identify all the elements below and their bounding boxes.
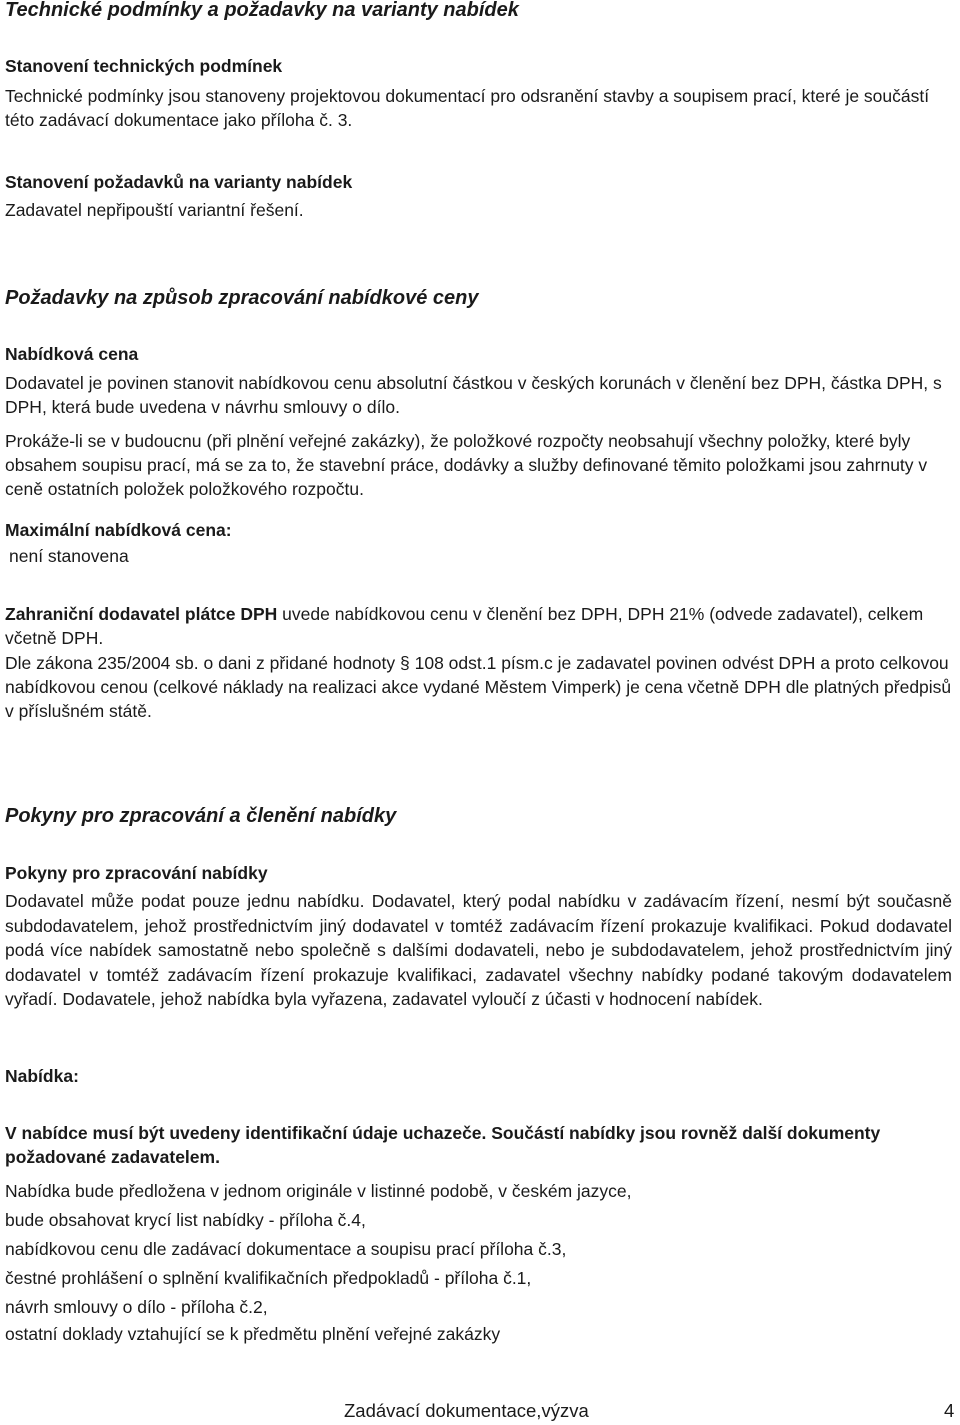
text-processing-instructions: Dodavatel může podat pouze jednu nabídku. Dodavatel, který podal nabídku v zadávacím řízení, nesmí být současně subdodavatelem, jehož prostřednictvím jiný dodavatel v tomtéž zadávacím řízení prokazuje kvalifikaci. Pokud dodavatel podá více nabídek samostatně nebo společně s dalšími dodavateli, nebo je subdodavatelem, jehož prostřednictvím jiný dodavatel v tomtéž zadávacím řízení prokazuje kvalifikaci, zadavatel všechny nabídky podané takovým dodavatelem vyřadí. Dodavatele, jehož nabídka byla vyřazena, zadavatel vyloučí z účasti v hodnocení nabídek. [5, 891, 952, 1009]
offer-list-item: čestné prohlášení o splnění kvalifikačních předpokladů - příloha č.1, [5, 1268, 532, 1288]
offer-list-item: návrh smlouvy o dílo - příloha č.2, [5, 1297, 268, 1317]
section-title-technical: Technické podmínky a požadavky na varianty nabídek [5, 0, 519, 21]
foreign-supplier-bold: Zahraniční dodavatel plátce DPH [5, 604, 278, 624]
heading-offer-price: Nabídková cena [5, 344, 139, 364]
section-title-instructions: Pokyny pro zpracování a členění nabídky [5, 805, 397, 827]
foreign-supplier-rest: uvede nabídkovou cenu v členění bez DPH, DPH 21% (odvede zadavatel), celkem včetně DPH. [5, 604, 924, 648]
text-foreign-supplier [5, 602, 952, 650]
offer-list-item: Nabídka bude předložena v jednom originále v listinné podobě, v českém jazyce, [5, 1181, 632, 1201]
heading-technical-conditions: Stanovení technických podmínek [5, 56, 283, 76]
text-technical-conditions: Technické podmínky jsou stanoveny projektovou dokumentací pro odsranění stavby a soupisem prací, které je součástí této zadávací dokumentace jako příloha č. 3. [5, 86, 930, 130]
text-vat-law: Dle zákona 235/2004 sb. o dani z přidané hodnoty § 108 odst.1 písm.c je zadavatel povinen odvést DPH a proto celkovou nabídkovou cenou (celkové náklady na realizaci akce vydané Městem Vimperk) je cena včetně DPH dle platných předpisů v příslušném státě. [5, 653, 952, 721]
offer-list-item: bude obsahovat krycí list nabídky - příloha č.4, [5, 1210, 366, 1230]
heading-processing-instructions: Pokyny pro zpracování nabídky [5, 863, 268, 883]
text-budget-items: Prokáže-li se v budoucnu (při plnění veřejné zakázky), že položkové rozpočty neobsahují všechny položky, které byly obsahem soupisu prací, má se za to, že stavební práce, dodávky a služby definované těmito položkami jsou zahrnuty v ceně ostatních položek položkového rozpočtu. [5, 431, 928, 499]
text-offer-price: Dodavatel je povinen stanovit nabídkovou cenu absolutní částkou v českých korunách v členění bez DPH, částka DPH, s DPH, která bude uvedena v návrhu smlouvy o dílo. [5, 373, 942, 417]
heading-offer: Nabídka: [5, 1066, 79, 1086]
footer-title: Zadávací dokumentace,výzva [344, 1400, 589, 1421]
offer-list-item: nabídkovou cenu dle zadávací dokumentace a soupisu prací příloha č.3, [5, 1239, 567, 1259]
max-price-value: není stanovena [9, 546, 129, 566]
section-title-price: Požadavky na způsob zpracování nabídkové ceny [5, 287, 479, 309]
heading-max-price: Maximální nabídková cena: [5, 520, 232, 540]
text-offer-requirements: V nabídce musí být uvedeny identifikační údaje uchazeče. Součástí nabídky jsou rovněž další dokumenty požadované zadavatelem. [5, 1123, 881, 1167]
offer-list-item: ostatní doklady vztahující se k předmětu plnění veřejné zakázky [5, 1324, 501, 1344]
text-variants: Zadavatel nepřipouští variantní řešení. [5, 200, 304, 220]
heading-variants: Stanovení požadavků na varianty nabídek [5, 172, 353, 192]
page-number: 4 [944, 1400, 955, 1421]
